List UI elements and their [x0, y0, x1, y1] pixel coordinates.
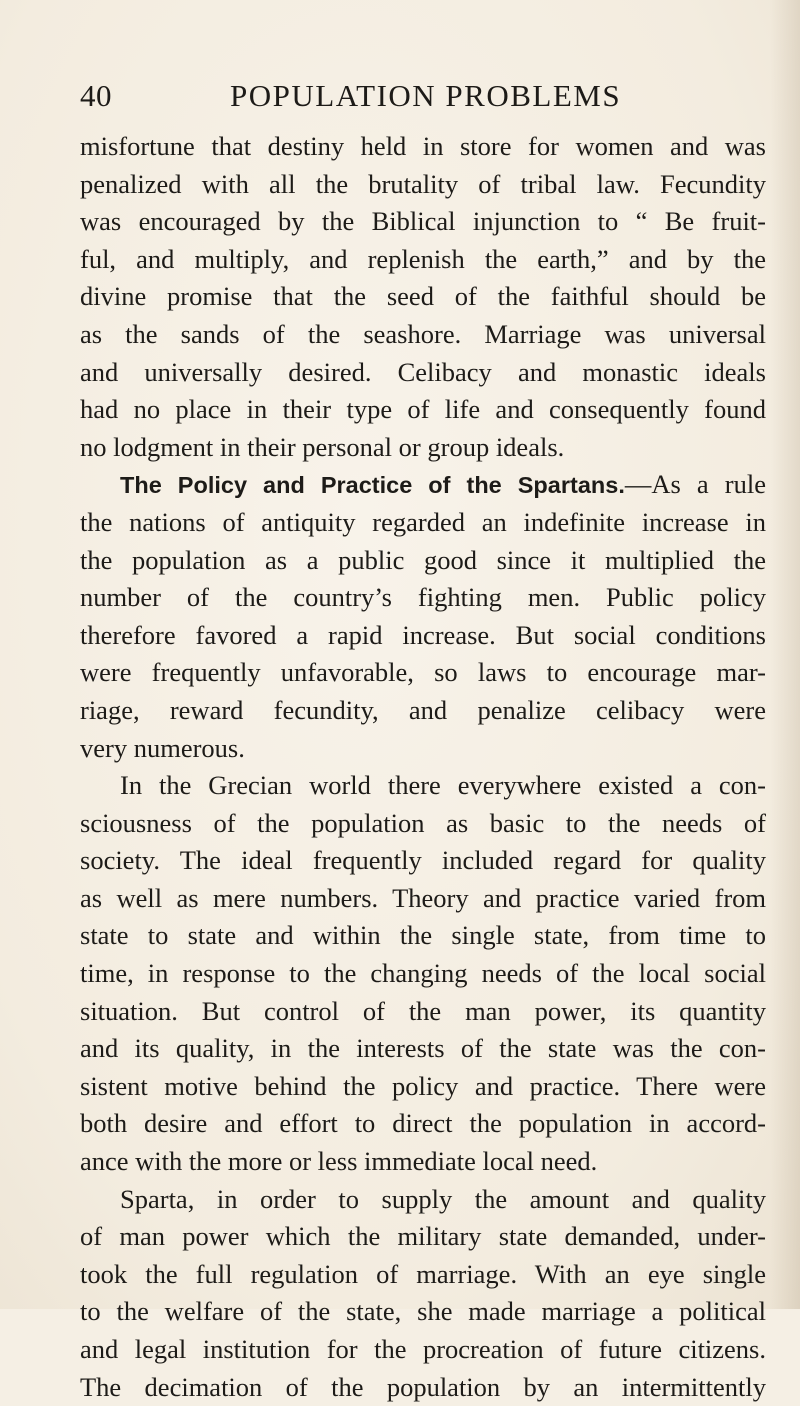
text-line: misfortune that destiny held in store for women and was — [80, 131, 766, 161]
text-line: sciousness of the population as basic to the needs of — [80, 807, 766, 838]
text-line: riage, reward fecundity, and penalize celibacy were — [80, 694, 766, 725]
body-text — [80, 128, 766, 1406]
text-line: as the sands of the seashore. Marriage was universal — [80, 318, 766, 349]
text-line: state to state and within the single state, from time to — [80, 920, 766, 951]
text-line: very numerous. — [80, 732, 245, 763]
text-line: was encouraged by the Biblical injunction to “ Be fruit- — [80, 206, 766, 237]
page-header — [80, 78, 720, 122]
text-line: to the welfare of the state, she made marriage a political — [80, 1296, 766, 1327]
text-line: therefore favored a rapid increase. But social conditions — [80, 619, 766, 650]
text-line: situation. But control of the man power, its quantity — [80, 995, 766, 1026]
section-heading-line — [80, 466, 766, 504]
text-line: of man power which the military state demanded, under- — [80, 1221, 766, 1252]
text-line: number of the country’s fighting men. Public policy — [80, 582, 766, 613]
text-line: ance with the more or less immediate local need. — [80, 1146, 598, 1177]
text-line: both desire and effort to direct the population in accord- — [80, 1108, 766, 1139]
paragraph-start-line: Sparta, in order to supply the amount and quality — [120, 1183, 766, 1214]
text-line: no lodgment in their personal or group ideals. — [80, 431, 565, 462]
running-head: POPULATION PROBLEMS — [230, 78, 622, 113]
text-line: divine promise that the seed of the faithful should be — [80, 281, 766, 312]
text-line: The decimation of the population by an intermittently — [80, 1371, 766, 1402]
text-line: were frequently unfavorable, so laws to encourage mar- — [80, 657, 766, 688]
text-line: ful, and multiply, and replenish the earth,” and by the — [80, 243, 766, 274]
text-line: and universally desired. Celibacy and monastic ideals — [80, 356, 766, 387]
text-line: as well as mere numbers. Theory and practice varied from — [80, 882, 766, 913]
text-line: had no place in their type of life and consequently found — [80, 394, 766, 425]
text-line: penalized with all the brutality of tribal law. Fecundity — [80, 168, 766, 199]
text-line: the nations of antiquity regarded an indefinite increase in — [80, 506, 766, 537]
text-line: and its quality, in the interests of the state was the con- — [80, 1033, 766, 1064]
page-number: 40 — [80, 78, 112, 113]
text-line: took the full regulation of marriage. With an eye single — [80, 1258, 766, 1289]
paragraph-start-line: In the Grecian world there everywhere existed a con- — [120, 770, 766, 801]
text-line: society. The ideal frequently included regard for quality — [80, 845, 766, 876]
text-line: the population as a public good since it multiplied the — [80, 544, 766, 575]
text-line: sistent motive behind the policy and practice. There were — [80, 1070, 766, 1101]
page-edge-shadow — [770, 0, 800, 1309]
section-heading-continuation: —As a rule — [624, 469, 766, 500]
section-heading: The Policy and Practice of the Spartans. — [120, 472, 625, 499]
text-line: time, in response to the changing needs of the local social — [80, 958, 766, 989]
text-line: and legal institution for the procreation of future citizens. — [80, 1334, 766, 1364]
